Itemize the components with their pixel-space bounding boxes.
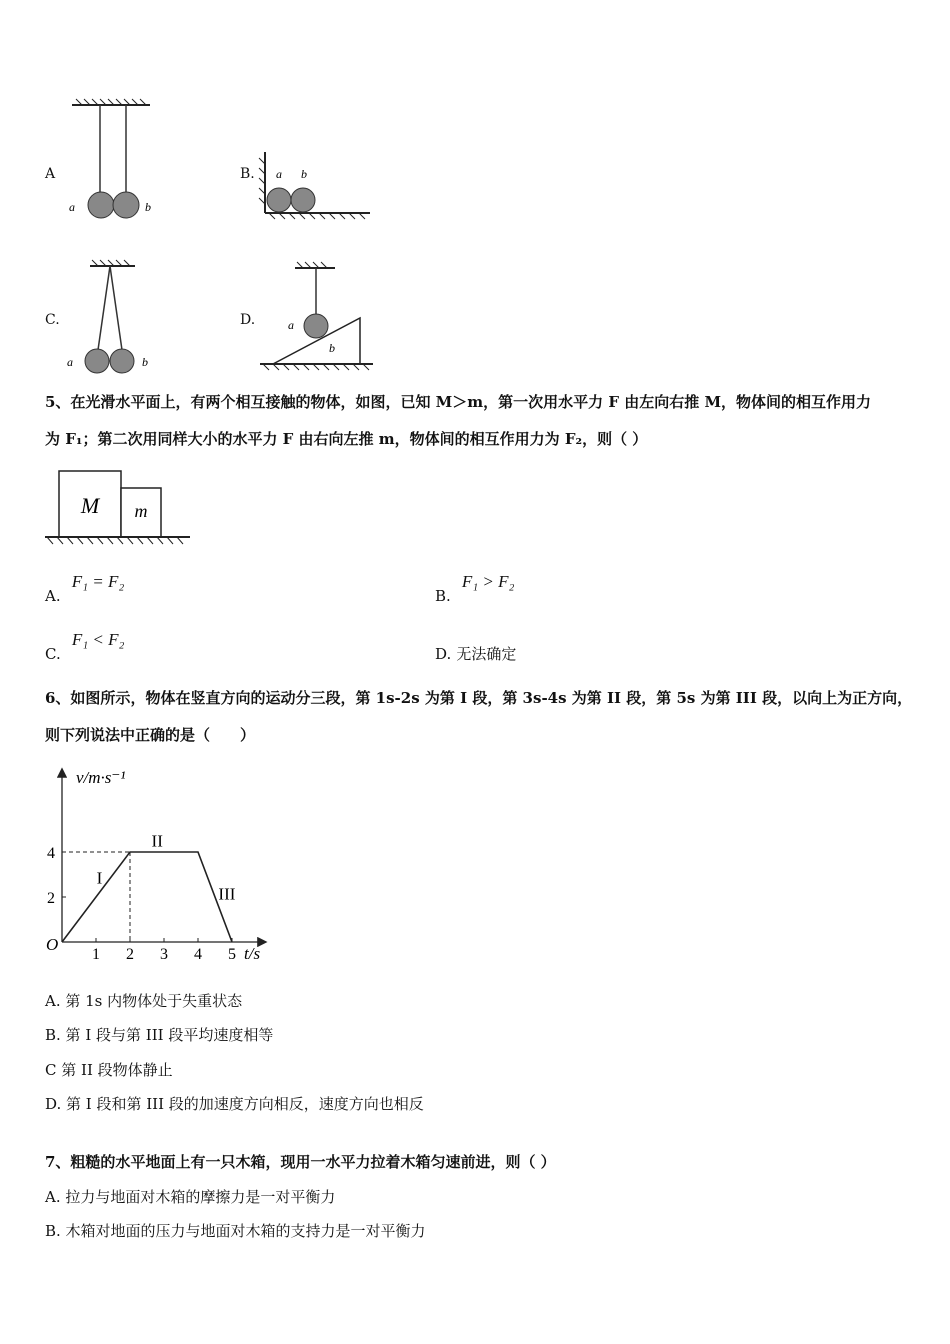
q4-option-d-label: D. xyxy=(240,312,256,328)
q4-b-ball-b-label: b xyxy=(301,167,307,181)
q5-blocks-figure xyxy=(45,465,195,550)
x-tick-label: 5 xyxy=(228,946,236,963)
q7-stem: 7、粗糙的水平地面上有一只木箱，现用一水平力拉着木箱匀速前进，则（ ） xyxy=(45,1153,556,1171)
x-tick-label: 4 xyxy=(194,946,202,963)
q6-option-b[interactable]: B. 第 I 段与第 III 段平均速度相等 xyxy=(45,1026,274,1044)
q5-option-a-label: A. xyxy=(45,587,61,605)
q4-a-ball-a-label: a xyxy=(69,200,75,214)
q6-stem-line-1: 6、如图所示，物体在竖直方向的运动分三段，第 1s-2s 为第 I 段，第 3s-4s 为第 II 段，第 5s 为第 III 段，以向上为正方向， xyxy=(45,689,913,707)
x-tick-label: 3 xyxy=(160,946,168,963)
q6-option-d[interactable]: D. 第 I 段和第 III 段的加速度方向相反，速度方向也相反 xyxy=(45,1095,424,1113)
q4-c-ball-b-label: b xyxy=(142,355,148,369)
block-small-label: m xyxy=(134,501,148,521)
velocity-line xyxy=(62,852,232,942)
x-tick-label: 1 xyxy=(92,946,100,963)
q5-stem-line-1: 5、在光滑水平面上，有两个相互接触的物体，如图，已知 M＞m，第一次用水平力 F 由左向右推 M，物体间的相互作用力 xyxy=(45,393,872,411)
segment-label: II xyxy=(151,831,163,851)
block-big-label: M xyxy=(80,493,100,518)
y-axis-label: v/m·s⁻¹ xyxy=(76,768,126,787)
vt-graph xyxy=(40,755,280,970)
q5-option-a[interactable] xyxy=(45,572,125,605)
q5-option-d-text: 无法确定 xyxy=(456,645,517,663)
segment-label: III xyxy=(218,884,236,904)
q6-option-a[interactable]: A. 第 1s 内物体处于失重状态 xyxy=(45,992,243,1010)
q4-a-ball-b-label: b xyxy=(145,200,151,214)
q7-option-a[interactable]: A. 拉力与地面对木箱的摩擦力是一对平衡力 xyxy=(45,1188,336,1206)
q5-option-b[interactable] xyxy=(435,572,515,605)
q4-figure-a xyxy=(60,95,160,225)
q6-option-c[interactable]: C 第 II 段物体静止 xyxy=(45,1061,173,1079)
q4-figure-b xyxy=(255,150,375,225)
q4-figure-c xyxy=(60,258,160,378)
q5-option-c-label: C. xyxy=(45,645,61,663)
q5-option-d[interactable] xyxy=(435,643,516,664)
q5-option-b-formula: F₁ > F₂ xyxy=(461,572,515,591)
q5-option-c-formula: F₁ < F₂ xyxy=(71,630,125,649)
q4-option-c-label: C. xyxy=(45,312,60,328)
x-axis-label: t/s xyxy=(244,944,261,963)
q5-option-d-label: D. xyxy=(435,645,452,663)
q5-option-a-formula: F₁ = F₂ xyxy=(71,572,125,591)
q4-b-ball-a-label: a xyxy=(276,167,282,181)
q5-option-b-label: B. xyxy=(435,587,451,605)
q4-c-ball-a-label: a xyxy=(67,355,73,369)
y-tick-label: 2 xyxy=(47,890,55,907)
x-tick-label: 2 xyxy=(126,946,134,963)
q4-figure-d xyxy=(255,260,375,375)
q4-option-b-label: B. xyxy=(240,166,255,182)
q7-option-b[interactable]: B. 木箱对地面的压力与地面对木箱的支持力是一对平衡力 xyxy=(45,1222,426,1240)
q4-d-ball-a-label: a xyxy=(288,318,294,332)
q6-stem-line-2: 则下列说法中正确的是（ ） xyxy=(45,726,256,744)
segment-label: I xyxy=(96,868,103,888)
q4-option-a-label: A xyxy=(45,166,56,182)
q4-d-ball-b-label: b xyxy=(329,341,335,355)
y-tick-label: 4 xyxy=(47,845,55,862)
q5-option-c[interactable] xyxy=(45,630,125,663)
origin-label: O xyxy=(46,935,59,954)
q5-stem-line-2: 为 F₁；第二次用同样大小的水平力 F 由右向左推 m，物体间的相互作用力为 F₂，则（ ） xyxy=(45,430,648,448)
